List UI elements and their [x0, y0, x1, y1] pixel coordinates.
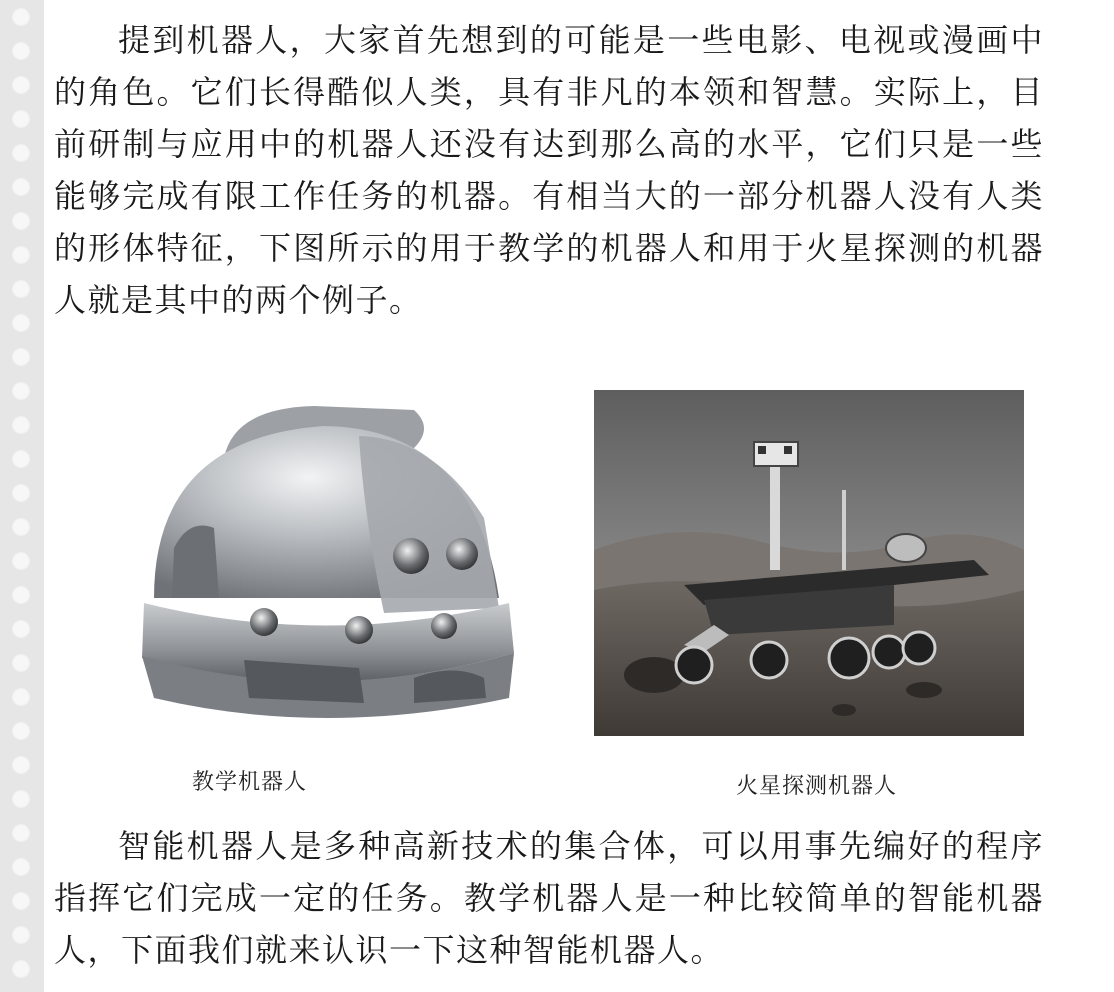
binding-hole	[12, 42, 30, 60]
binding-hole	[12, 960, 30, 978]
teaching-robot-photo	[114, 398, 534, 732]
binding-hole	[12, 8, 30, 26]
binding-hole	[12, 144, 30, 162]
binding-hole	[12, 110, 30, 128]
binding-hole	[12, 586, 30, 604]
binding-hole	[12, 756, 30, 774]
mars-rover-caption: 火星探测机器人	[736, 774, 898, 799]
textbook-page	[44, 0, 1074, 992]
binding-hole	[12, 790, 30, 808]
binding-hole	[12, 314, 30, 332]
teaching-robot-caption: 教学机器人	[192, 770, 308, 795]
binding-hole	[12, 552, 30, 570]
binding-hole	[12, 212, 30, 230]
mars-rover-photo	[594, 390, 1024, 736]
notebook-binding-strip	[0, 0, 44, 992]
binding-hole	[12, 246, 30, 264]
teaching-robot-icon	[114, 398, 534, 732]
binding-hole	[12, 348, 30, 366]
binding-hole	[12, 620, 30, 638]
binding-hole	[12, 654, 30, 672]
binding-hole	[12, 416, 30, 434]
intro-paragraph: 提到机器人，大家首先想到的可能是一些电影、电视或漫画中的角色。它们长得酷似人类，具有非凡的本领和智慧。实际上，目前研制与应用中的机器人还没有达到那么高的水平，它们只是一些能够完成有限工作任务的机器。有相当大的一部分机器人没有人类的形体特征，下图所示的用于教学的机器人和用于火星探测的机器人就是其中的两个例子。	[54, 21, 1044, 319]
binding-hole	[12, 722, 30, 740]
binding-hole	[12, 518, 30, 536]
binding-hole	[12, 688, 30, 706]
binding-hole	[12, 178, 30, 196]
binding-hole	[12, 450, 30, 468]
binding-hole	[12, 892, 30, 910]
binding-hole	[12, 926, 30, 944]
binding-hole	[12, 824, 30, 842]
binding-hole	[12, 382, 30, 400]
outro-paragraph: 智能机器人是多种高新技术的集合体，可以用事先编好的程序指挥它们完成一定的任务。教学机器人是一种比较简单的智能机器人，下面我们就来认识一下这种智能机器人。	[54, 827, 1044, 969]
binding-hole	[12, 76, 30, 94]
binding-hole	[12, 280, 30, 298]
mars-rover-icon	[594, 390, 1024, 736]
binding-hole	[12, 484, 30, 502]
binding-hole	[12, 858, 30, 876]
